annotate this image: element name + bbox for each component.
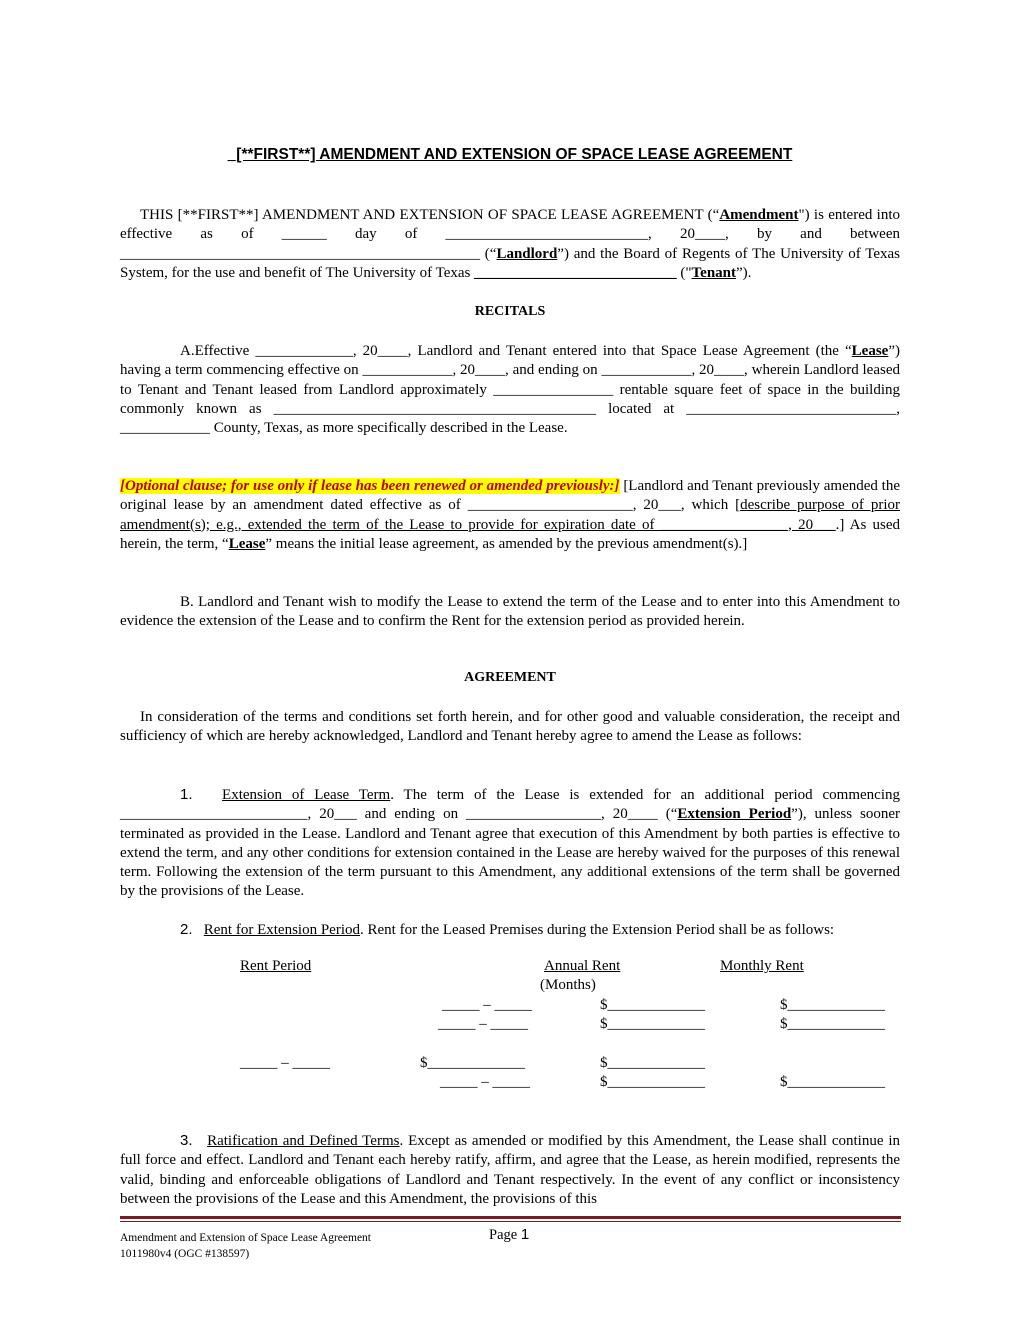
optional-text-2: .] As used herein, the term, “	[120, 516, 900, 552]
page-number: 1	[520, 1226, 530, 1243]
row2-annual: $_____________	[600, 1016, 705, 1032]
row1-period: _____ – _____	[442, 997, 532, 1013]
defined-term-tenant: Tenant	[691, 264, 736, 281]
section-3-heading: Ratification and Defined Terms	[207, 1133, 400, 1149]
section-2	[120, 920, 900, 940]
defined-term-lease-2: Lease	[228, 535, 266, 552]
intro-paragraph	[120, 206, 900, 283]
section-2-heading: Rent for Extension Period	[203, 922, 360, 938]
col-rent-period: Rent Period	[240, 958, 312, 974]
footer-rule-thin	[120, 1221, 901, 1222]
row2-monthly: $_____________	[780, 1016, 885, 1032]
optional-text-3: ” means the initial lease agreement, as amended by the previous amendment(s).]	[265, 535, 748, 552]
col-annual-rent: Annual Rent	[544, 958, 621, 974]
section-3-number: 3.	[180, 1132, 193, 1149]
section-1-text-2: ”), unless sooner terminated as provided in the Lease. Landlord and Tenant agree that execution of this Amendment by both parties is effective to extend the term, and any other conditions for extension contained in the Lease are hereby waived for the purposes of this renewal term. Following the extension of the term pursuant to this Amendment, any additional extensions of the term shall be governed by the provisions of the Lease.	[120, 806, 900, 900]
document-title: _[**FIRST**] AMENDMENT AND EXTENSION OF SPACE LEASE AGREEMENT	[227, 146, 793, 163]
defined-term-amendment: Amendment	[719, 207, 799, 223]
row1-monthly: $_____________	[780, 997, 885, 1013]
recital-b-text: B. Landlord and Tenant wish to modify the Lease to extend the term of the Lease and to enter into this Amendment to evidence the extension of the Lease and to confirm the Rent for the extension period as provided herein.	[120, 594, 900, 630]
intro-text-1: THIS [**FIRST**] AMENDMENT AND EXTENSION OF SPACE LEASE AGREEMENT (“	[140, 207, 720, 223]
agreement-intro-text: In consideration of the terms and conditions set forth herein, and for other good and valuable consideration, the receipt and sufficiency of which are hereby acknowledged, Landlord and Tenant hereby agree to amend the Lease as follows:	[120, 709, 900, 745]
optional-text-1: [Landlord and Tenant previously amended the original lease by an amendment dated effective as of ______________________, 20___, which [	[120, 478, 900, 514]
row1-annual: $_____________	[600, 997, 705, 1013]
col-monthly-rent: Monthly Rent	[720, 958, 804, 974]
recital-a-text-1: A.Effective _____________, 20____, Landlord and Tenant entered into that Space Lease Agreement (the “	[180, 343, 852, 359]
section-3-text: . Except as amended or modified by this Amendment, the Lease shall continue in full force and effect. Landlord and Tenant each hereby ratify, affirm, and agree that the Lease, as herein modified, represents the valid, binding and enforceable obligations of Landlord and Tenant respectively. In the event of any conflict or inconsistency between the provisions of the Lease and this Amendment, the provisions of this	[120, 1133, 900, 1207]
intro-text-3: ”) and the Board of Regents of The University of Texas System, for the use and benefit of The University of Texas	[120, 245, 900, 281]
intro-text-5: ”).	[736, 264, 752, 281]
agreement-intro	[120, 708, 900, 747]
page-label: Page	[489, 1227, 518, 1243]
recital-b	[120, 593, 900, 632]
section-1	[120, 785, 900, 902]
defined-term-lease: Lease	[851, 343, 889, 359]
recital-a-text-2: ”) having a term commencing effective on ____________, 20____, and ending on ____________, 20____, wherein Landlord leased to Tenant and Tenant leased from Landlord approximately ________________ rentable square feet of space in the building commonly known as ___________________________________________ located at ____________________________, ____________ County, Texas, as more specifically described in the Lease.	[120, 343, 900, 437]
row4-annual: $_____________	[600, 1074, 705, 1090]
intro-text-4: ("	[676, 264, 692, 281]
row3-period: _____ – _____	[240, 1055, 330, 1071]
intro-text-2: ") is entered into effective as of ______ day of ___________________________, 20____, by and between ________________________________________________ (“	[120, 207, 900, 262]
section-1-text-1: . The term of the Lease is extended for an additional period commencing _________________________, 20___ and ending on __________________, 20____ (“	[120, 787, 900, 823]
row3-annual: $_____________	[420, 1055, 525, 1071]
optional-underlined-text: describe purpose of prior amendment(s); e.g., extended the term of the Lease to provide for expiration date of _________________, 20___	[120, 497, 901, 533]
defined-term-extension-period: Extension Period	[677, 806, 792, 823]
optional-clause	[120, 477, 900, 554]
tenant-blank: ___________________________	[474, 264, 677, 281]
footer-doc-id: 1011980v4 (OGC #138597)	[120, 1248, 250, 1260]
row4-period: _____ – _____	[440, 1074, 530, 1090]
row4-monthly: $_____________	[780, 1074, 885, 1090]
defined-term-landlord: Landlord	[496, 245, 558, 262]
agreement-heading: AGREEMENT	[464, 670, 556, 685]
col-months-sub: (Months)	[540, 977, 596, 993]
optional-clause-highlight: [Optional clause; for use only if lease has been renewed or amended previously:]	[120, 478, 620, 494]
recitals-heading: RECITALS	[474, 304, 546, 319]
footer-rule-thick	[120, 1216, 901, 1219]
footer-page-number	[489, 1226, 529, 1244]
footer-doc-name: Amendment and Extension of Space Lease Agreement	[120, 1232, 372, 1244]
section-2-text: . Rent for the Leased Premises during the Extension Period shall be as follows:	[360, 922, 835, 938]
recital-a	[120, 342, 900, 438]
section-1-number: 1.	[180, 786, 193, 803]
section-2-number: 2.	[180, 921, 193, 938]
section-1-heading: Extension of Lease Term	[222, 787, 391, 803]
row3-monthly: $_____________	[600, 1055, 705, 1071]
footer-info	[120, 1229, 371, 1263]
row2-period: _____ – _____	[438, 1016, 528, 1032]
section-3	[120, 1131, 900, 1209]
